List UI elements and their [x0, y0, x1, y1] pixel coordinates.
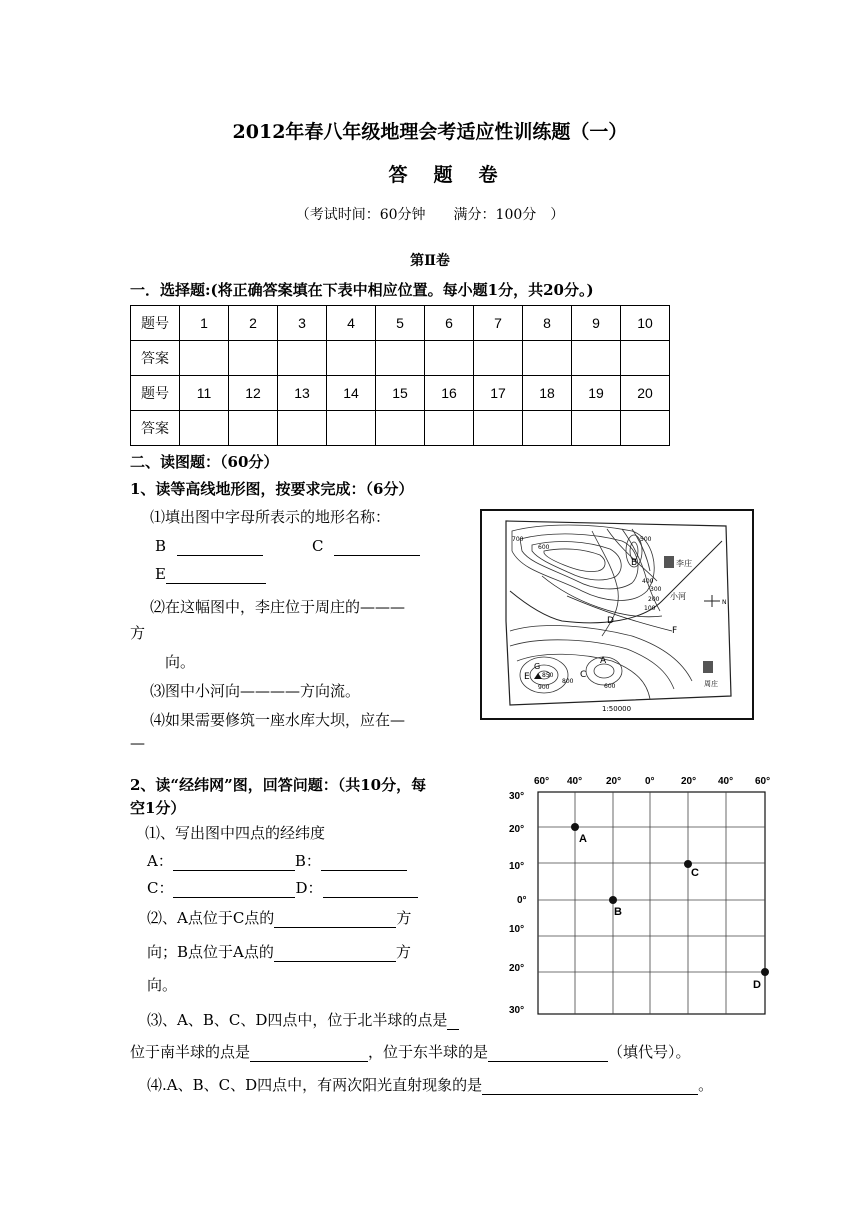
lat-label: 30°	[509, 791, 525, 802]
label-elev-100: 100	[644, 605, 656, 612]
graticule-map	[505, 770, 780, 1024]
answer-cell[interactable]	[278, 341, 327, 376]
question1-heading: 1、读等高线地形图，按要求完成：（6分）	[130, 480, 414, 498]
q2-part2b-text: 向；B点位于A点的	[147, 943, 274, 961]
q1-b-row	[155, 537, 263, 556]
graticule-drawing	[505, 770, 780, 1020]
question-number: 8	[523, 306, 572, 341]
label-elev-500: 500	[640, 536, 652, 543]
q2-part3-cont	[130, 1041, 691, 1062]
question2-heading-cont: 空1分）	[130, 799, 186, 817]
c-answer-blank[interactable]	[334, 537, 420, 556]
question-number: 4	[327, 306, 376, 341]
volume-label: 第Ⅱ卷	[410, 253, 450, 269]
answer-cell[interactable]	[474, 341, 523, 376]
answer-cell[interactable]	[180, 341, 229, 376]
q2-part3	[147, 1009, 459, 1030]
b-answer-blank[interactable]	[177, 537, 263, 556]
question-number: 15	[376, 376, 425, 411]
point-c-label: C	[691, 867, 699, 879]
q2-part1: ⑴、写出图中四点的经纬度	[145, 824, 326, 842]
lon-label: 40°	[718, 776, 734, 787]
question-number: 5	[376, 306, 425, 341]
lat-label: 10°	[509, 861, 525, 872]
c-answer-blank[interactable]	[173, 879, 295, 898]
q1-part3: ⑶图中小河向————方向流。	[150, 682, 361, 700]
point-d-marker	[761, 968, 769, 976]
question-number: 6	[425, 306, 474, 341]
q2-part2b-suffix: 方	[395, 943, 411, 961]
c-label: C：	[147, 879, 174, 897]
q2-part2	[147, 907, 411, 928]
question-number: 13	[278, 376, 327, 411]
answer-cell[interactable]	[572, 411, 621, 446]
q2-part2b	[147, 941, 411, 962]
question-number: 14	[327, 376, 376, 411]
row-label-question: 题号	[131, 376, 180, 411]
label-c: C	[580, 670, 587, 680]
point-a-label: A	[579, 833, 587, 845]
label-elev-300: 300	[650, 586, 662, 593]
label-b: B	[631, 558, 638, 568]
answer-cell[interactable]	[523, 411, 572, 446]
b-label: B：	[294, 852, 321, 870]
lon-label: 20°	[681, 776, 697, 787]
b-to-a-direction-blank[interactable]	[274, 943, 396, 962]
q1-c-row	[312, 537, 420, 556]
contour-map	[480, 509, 754, 720]
label-elev-700: 700	[512, 536, 524, 543]
q1-e-row	[155, 565, 266, 584]
question-number: 11	[180, 376, 229, 411]
q1-part1: ⑴填出图中字母所表示的地形名称：	[150, 508, 391, 526]
answer-cell[interactable]	[376, 341, 425, 376]
label-zhouzhuang: 周庄	[704, 680, 718, 688]
direct-sunlight-blank[interactable]	[482, 1076, 698, 1095]
label-river: 小河	[670, 592, 686, 601]
a-label: A：	[147, 852, 173, 870]
lat-label: 0°	[517, 895, 527, 906]
question-number: 3	[278, 306, 327, 341]
answer-cell[interactable]	[523, 341, 572, 376]
label-lizhuang: 李庄	[676, 559, 692, 568]
page-subtitle: 答题卷	[388, 164, 524, 186]
q2-part4-text: ⑷.A、B、C、D四点中，有两次阳光直射现象的是	[147, 1076, 483, 1094]
fill-code-text: （填代号）。	[608, 1043, 691, 1061]
lon-label: 60°	[755, 776, 771, 787]
q2-part4-end: 。	[698, 1076, 714, 1094]
label-e: E	[524, 672, 530, 682]
label-elev-600: 600	[538, 544, 550, 551]
q2-cd-row	[147, 877, 418, 898]
q2-part2-text: ⑵、A点位于C点的	[147, 909, 275, 927]
south-text: 位于南半球的点是	[130, 1043, 251, 1061]
answer-cell[interactable]	[621, 411, 670, 446]
question2-heading: 2、读“经纬网”图，回答问题：（共10分，每	[130, 776, 427, 794]
east-hemisphere-blank[interactable]	[488, 1043, 608, 1062]
point-b-label: B	[614, 906, 622, 918]
answer-cell[interactable]	[278, 411, 327, 446]
section2-heading: 二、读图题：（60分）	[130, 453, 279, 471]
q2-ab-row	[147, 850, 407, 871]
lon-label: 0°	[645, 776, 655, 787]
d-label: D：	[295, 879, 323, 897]
lon-label: 60°	[534, 776, 550, 787]
table-row	[131, 341, 670, 376]
south-hemisphere-blank[interactable]	[250, 1043, 368, 1062]
lat-label: 20°	[509, 824, 525, 835]
q1-part4: ⑷如果需要修筑一座水库大坝，应在—	[150, 711, 406, 729]
question-number: 2	[229, 306, 278, 341]
lizhuang-village-icon	[664, 556, 674, 568]
lat-label: 30°	[509, 1005, 525, 1016]
q1-part4-cont: —	[130, 734, 145, 752]
point-a-marker	[571, 823, 579, 831]
label-north: N	[722, 599, 727, 606]
table-row	[131, 411, 670, 446]
lon-label: 40°	[567, 776, 583, 787]
question-number: 1	[180, 306, 229, 341]
point-d-label: D	[753, 979, 761, 991]
contour-map-drawing	[482, 511, 752, 718]
q2-part2-suffix: 方	[396, 909, 412, 927]
answer-table	[130, 305, 670, 446]
zhouzhuang-village-icon	[703, 661, 713, 673]
question-number: 19	[572, 376, 621, 411]
peak-triangle-icon	[534, 673, 542, 679]
label-f: F	[672, 626, 678, 636]
e-answer-blank[interactable]	[166, 565, 266, 584]
east-text: ，位于东半球的是	[368, 1043, 489, 1061]
question-number: 10	[621, 306, 670, 341]
label-elev-400: 400	[642, 578, 654, 585]
answer-cell[interactable]	[229, 411, 278, 446]
exam-info: （考试时间：60分钟 满分：100分 ）	[295, 207, 565, 223]
row-label-answer: 答案	[131, 411, 180, 446]
row-label-question: 题号	[131, 306, 180, 341]
lat-label: 20°	[509, 963, 525, 974]
d-answer-blank[interactable]	[323, 879, 418, 898]
b-label: B	[155, 537, 167, 555]
label-d: D	[607, 616, 614, 626]
lon-label: 20°	[606, 776, 622, 787]
a-answer-blank[interactable]	[173, 852, 295, 871]
label-elev-850: 850	[542, 672, 554, 679]
question-number: 18	[523, 376, 572, 411]
a-to-c-direction-blank[interactable]	[274, 909, 396, 928]
north-hemisphere-blank[interactable]	[447, 1011, 459, 1030]
question-number: 12	[229, 376, 278, 411]
question-number: 16	[425, 376, 474, 411]
label-g: G	[534, 662, 541, 671]
q2-part3-text: ⑶、A、B、C、D四点中，位于北半球的点是	[147, 1011, 448, 1029]
section1-heading: 一．选择题:(将正确答案填在下表中相应位置。每小题1分，共20分。)	[130, 281, 594, 299]
table-row	[131, 376, 670, 411]
c-label: C	[312, 537, 324, 555]
label-elev-900: 900	[538, 684, 550, 691]
row-label-answer: 答案	[131, 341, 180, 376]
map-scale: 1:50000	[602, 705, 632, 713]
question-number: 17	[474, 376, 523, 411]
q1-part2: ⑵在这幅图中，李庄位于周庄的———	[150, 598, 406, 616]
answer-cell[interactable]	[376, 411, 425, 446]
q2-part2-end: 向。	[147, 976, 178, 994]
question-number: 20	[621, 376, 670, 411]
answer-cell[interactable]	[572, 341, 621, 376]
label-elev-600b: 600	[604, 683, 616, 690]
answer-cell[interactable]	[621, 341, 670, 376]
answer-cell[interactable]	[327, 411, 376, 446]
answer-cell[interactable]	[474, 411, 523, 446]
lat-label: 10°	[509, 924, 525, 935]
label-a: A	[600, 656, 607, 666]
question-number: 9	[572, 306, 621, 341]
answer-cell[interactable]	[229, 341, 278, 376]
q1-part2-end: 向。	[165, 653, 196, 671]
page-title: 2012年春八年级地理会考适应性训练题（一）	[232, 121, 628, 143]
label-elev-800: 800	[562, 678, 574, 685]
answer-cell[interactable]	[327, 341, 376, 376]
answer-cell[interactable]	[425, 341, 474, 376]
e-label: E	[155, 565, 166, 583]
point-b-marker	[609, 896, 617, 904]
b-answer-blank[interactable]	[321, 852, 407, 871]
q1-part2-cont: 方	[130, 624, 146, 642]
label-elev-200: 200	[648, 596, 660, 603]
answer-cell[interactable]	[425, 411, 474, 446]
answer-cell[interactable]	[180, 411, 229, 446]
table-row	[131, 306, 670, 341]
q2-part4	[147, 1074, 713, 1095]
question-number: 7	[474, 306, 523, 341]
